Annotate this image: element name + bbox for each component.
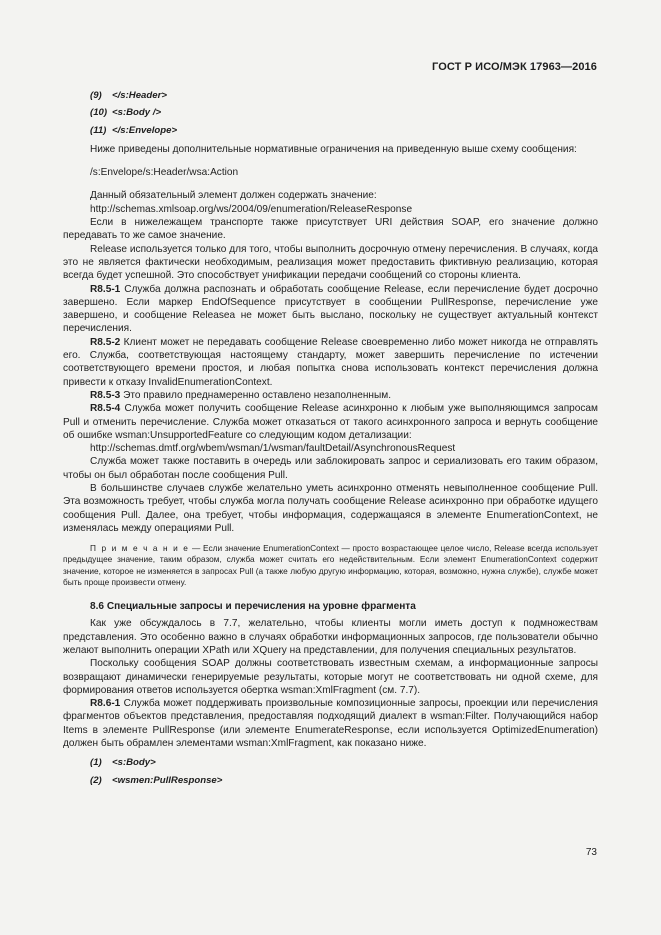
xpath-line: /s:Envelope/s:Header/wsa:Action [90,167,239,179]
code-line: (10) <s:Body /> [90,107,162,119]
rule-r8-5-1: R8.5-1 Служба должна распознать и обработать сообщение Release, если перечисление будет досрочно завершено. Если маркер EndOfSequence присутствует в сообщении PullResponse, перечисление уже завершено, и сообщение Releasea не может быть выслано, поскольку не существует актуальный контекст перечисления. [63,283,598,335]
action-requirement: Данный обязательный элемент должен содержать значение: [90,190,377,202]
intro-paragraph: Ниже приведены дополнительные нормативные ограничения на приведенную выше схему сообщения: [90,143,577,155]
code-line: (2) <wsmen:PullResponse> [90,774,223,786]
code-line: (9) </s:Header> [90,90,167,101]
rule-r8-5-3: R8.5-3 Это правило преднамеренно оставлено незаполненным. [90,389,391,401]
section-paragraph-2: Поскольку сообщения SOAP должны соответствовать известным схемам, а информационные запросы возвращают динамически генерируемые результаты, которые могут не соответствовать ни одной схеме, для формирования ответов используется обертка wsman:XmlFragment (см. 7.7). [63,658,598,696]
page-content [63,89,598,791]
standard-header: ГОСТ Р ИСО/МЭК 17963—2016 [432,61,597,73]
rule-r8-5-4: R8.5-4 Служба может получить сообщение Release асинхронно к любым уже выполняющимся запросам Pull и отменить перечисление. Служба может отказаться от такого асинхронного запроса и вернуть сообщение об ошибке wsman:UnsupportedFeature со следующим кодом детализации: [63,403,598,441]
fault-detail-url: http://schemas.dmtf.org/wbem/wsman/1/wsman/faultDetail/AsynchronousRequest [90,443,456,455]
action-url: http://schemas.xmlsoap.org/ws/2004/09/enumeration/ReleaseResponse [90,203,413,215]
release-paragraph: Release используется только для того, чтобы выполнить досрочную отмену перечисления. В случаях, когда это не является фактически необходимым, реализация может предоставить фиктивную реализацию, которая всегда будет успешной. Это способствует унификации передачи сообщений со стороны клиента. [63,243,598,282]
note-paragraph: П р и м е ч а н и е — Если значение EnumerationContext — просто возрастающее целое число, Release всегда использует предыдущее значение, таким образом, служба может считать его недействительным. Если элемент EnumerationContext содержит значение, которое не изменяется в запросах Pull (а также любую другую информацию, которая, возможно, нужна службе), службе может быть проще произвести отмену. [63,543,599,587]
rule-r8-6-1: R8.6-1 Служба может поддерживать произвольные композиционные запросы, проекции или перечисления фрагментов объектов представления, предоставляя подходящий диалект в wsman:Filter. Получающийся набор Items в элементе PullResponse (или элементе EnumerateResponse, если используется OptimizedEnumeration) должен быть обрамлен элементами wsman:XmlFragment, как показано ниже. [63,698,598,749]
rule-r8-5-2: R8.5-2 Клиент может не передавать сообщение Release своевременно либо может никогда не отправлять его. Служба, соответствующая настоящему стандарту, может завершить перечисление по истечении соответствующего времени простоя, и любая попытка снова использовать контекст перечисления должна привести к отказу InvalidEnumerationContext. [63,336,598,388]
queue-paragraph: Служба может также поставить в очередь или заблокировать запрос и сериализовать его таким образом, чтобы он был обработан после сообщения Pull. [63,456,598,481]
code-line: (11) </s:Envelope> [90,124,178,136]
soap-note: Если в нижележащем транспорте также присутствует URI действия SOAP, его значение должно передавать то же самое значение. [63,217,598,242]
section-paragraph-1: Как уже обсуждалось в 7.7, желательно, чтобы клиенты могли иметь доступ к подмножествам представления. Это особенно важно в случаях обработки информационных запросов, где пользователи обычно желают выполнить операции XPath или XQuery на представлении, для получения специальных результатов. [63,618,598,656]
cancel-paragraph: В большинстве случаев службе желательно уметь асинхронно отменять невыполненное сообщение Pull. Эта возможность требует, чтобы служба могла получать сообщение Release асинхронно при обработке идущего сообщения Pull. Далее, она требует, чтобы информация, содержащаяся в элементе EnumerationContext, не изменялась между операциями Pull. [63,483,598,534]
page-number: 73 [585,847,597,858]
section-heading: 8.6 Специальные запросы и перечисления на уровне фрагмента [90,601,416,613]
code-line: (1) <s:Body> [90,757,156,769]
